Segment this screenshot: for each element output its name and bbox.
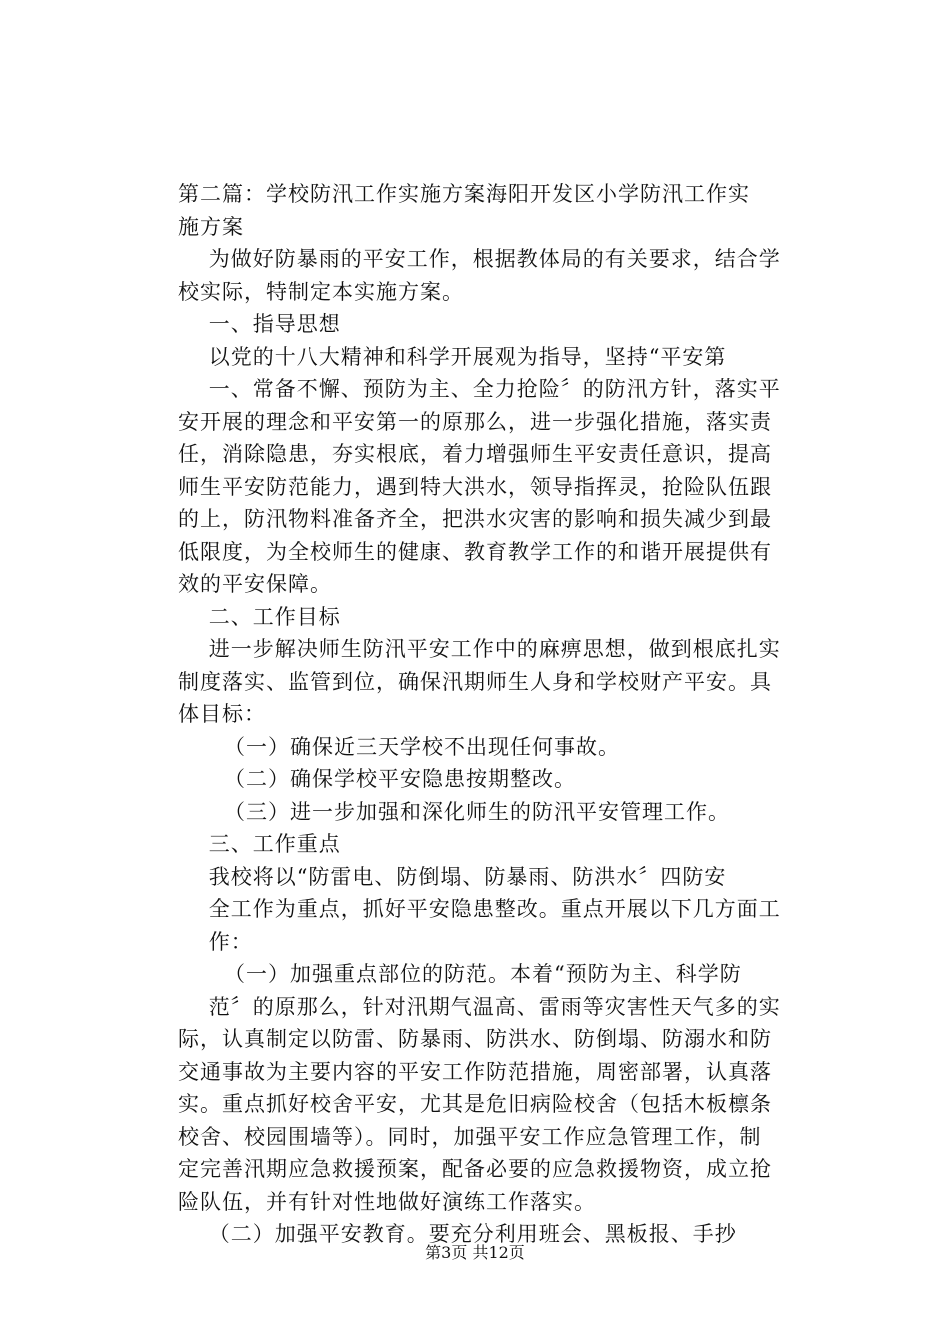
document-line: 定完善汛期应急救援预案，配备必要的应急救援物资，成立抢 <box>178 1157 772 1181</box>
document-line: 效的平安保障。 <box>178 572 332 596</box>
document-line: 交通事故为主要内容的平安工作防范措施，周密部署，认真落 <box>178 1059 772 1084</box>
document-body <box>178 178 868 1251</box>
document-line: 制度落实、监管到位，确保汛期师生人身和学校财产平安。具 <box>178 669 772 694</box>
document-line: 三、工作重点 <box>178 832 341 856</box>
document-line: 范〞的原那么，针对汛期气温高、雷雨等灾害性天气多的实 <box>178 994 781 1019</box>
document-line: 师生平安防范能力，遇到特大洪水，领导指挥灵，抢险队伍跟 <box>178 474 772 499</box>
document-line: （二）加强平安教育。要充分利用班会、黑板报、手抄 <box>178 1222 737 1246</box>
document-line: 施方案 <box>178 214 244 239</box>
document-line: 一、指导思想 <box>178 312 341 336</box>
document-line: （一）加强重点部位的防范。本着“预防为主、科学防 <box>178 962 742 986</box>
document-line: 安开展的理念和平安第一的原那么，进一步强化措施，落实责 <box>178 409 772 434</box>
document-line: （二）确保学校平安隐患按期整改。 <box>178 767 577 791</box>
document-line: 二、工作目标 <box>178 604 341 629</box>
document-line: 我校将以“防雷电、防倒塌、防暴雨、防洪水〞四防安 <box>178 864 727 889</box>
document-line: （一）确保近三天学校不出现任何事故。 <box>178 734 621 759</box>
document-line: 险队伍，并有针对性地做好演练工作落实。 <box>178 1189 596 1214</box>
document-line: 作： <box>178 929 253 954</box>
document-line: 体目标： <box>178 702 266 726</box>
page-footer: 第3页 共12页 <box>425 1243 525 1262</box>
document-line: 校实际，特制定本实施方案。 <box>178 279 464 304</box>
document-line: 实。重点抓好校舍平安，尤其是危旧病险校舍（包括木板檩条 <box>178 1092 772 1116</box>
document-line: 际，认真制定以防雷、防暴雨、防洪水、防倒塌、防溺水和防 <box>178 1027 772 1051</box>
document-line: 低限度，为全校师生的健康、教育教学工作的和谐开展提供有 <box>178 539 772 564</box>
document-line: 第二篇：学校防汛工作实施方案海阳开发区小学防汛工作实 <box>178 182 750 206</box>
document-line: 一、常备不懈、预防为主、全力抢险〞的防汛方针，落实平 <box>178 377 781 401</box>
document-line: 进一步解决师生防汛平安工作中的麻痹思想，做到根底扎实 <box>178 637 781 661</box>
document-line: 以党的十八大精神和科学开展观为指导，坚持“平安第 <box>178 344 727 369</box>
document-line: 任，消除隐患，夯实根底，着力增强师生平安责任意识，提高 <box>178 442 772 466</box>
document-line: 校舍、校园围墙等）。同时，加强平安工作应急管理工作，制 <box>178 1124 762 1149</box>
document-line: 为做好防暴雨的平安工作，根据教体局的有关要求，结合学 <box>178 247 781 271</box>
document-line: （三）进一步加强和深化师生的防汛平安管理工作。 <box>178 799 731 824</box>
document-line: 的上，防汛物料准备齐全，把洪水灾害的影响和损失减少到最 <box>178 507 772 531</box>
document-line: 全工作为重点，抓好平安隐患整改。重点开展以下几方面工 <box>178 897 781 921</box>
